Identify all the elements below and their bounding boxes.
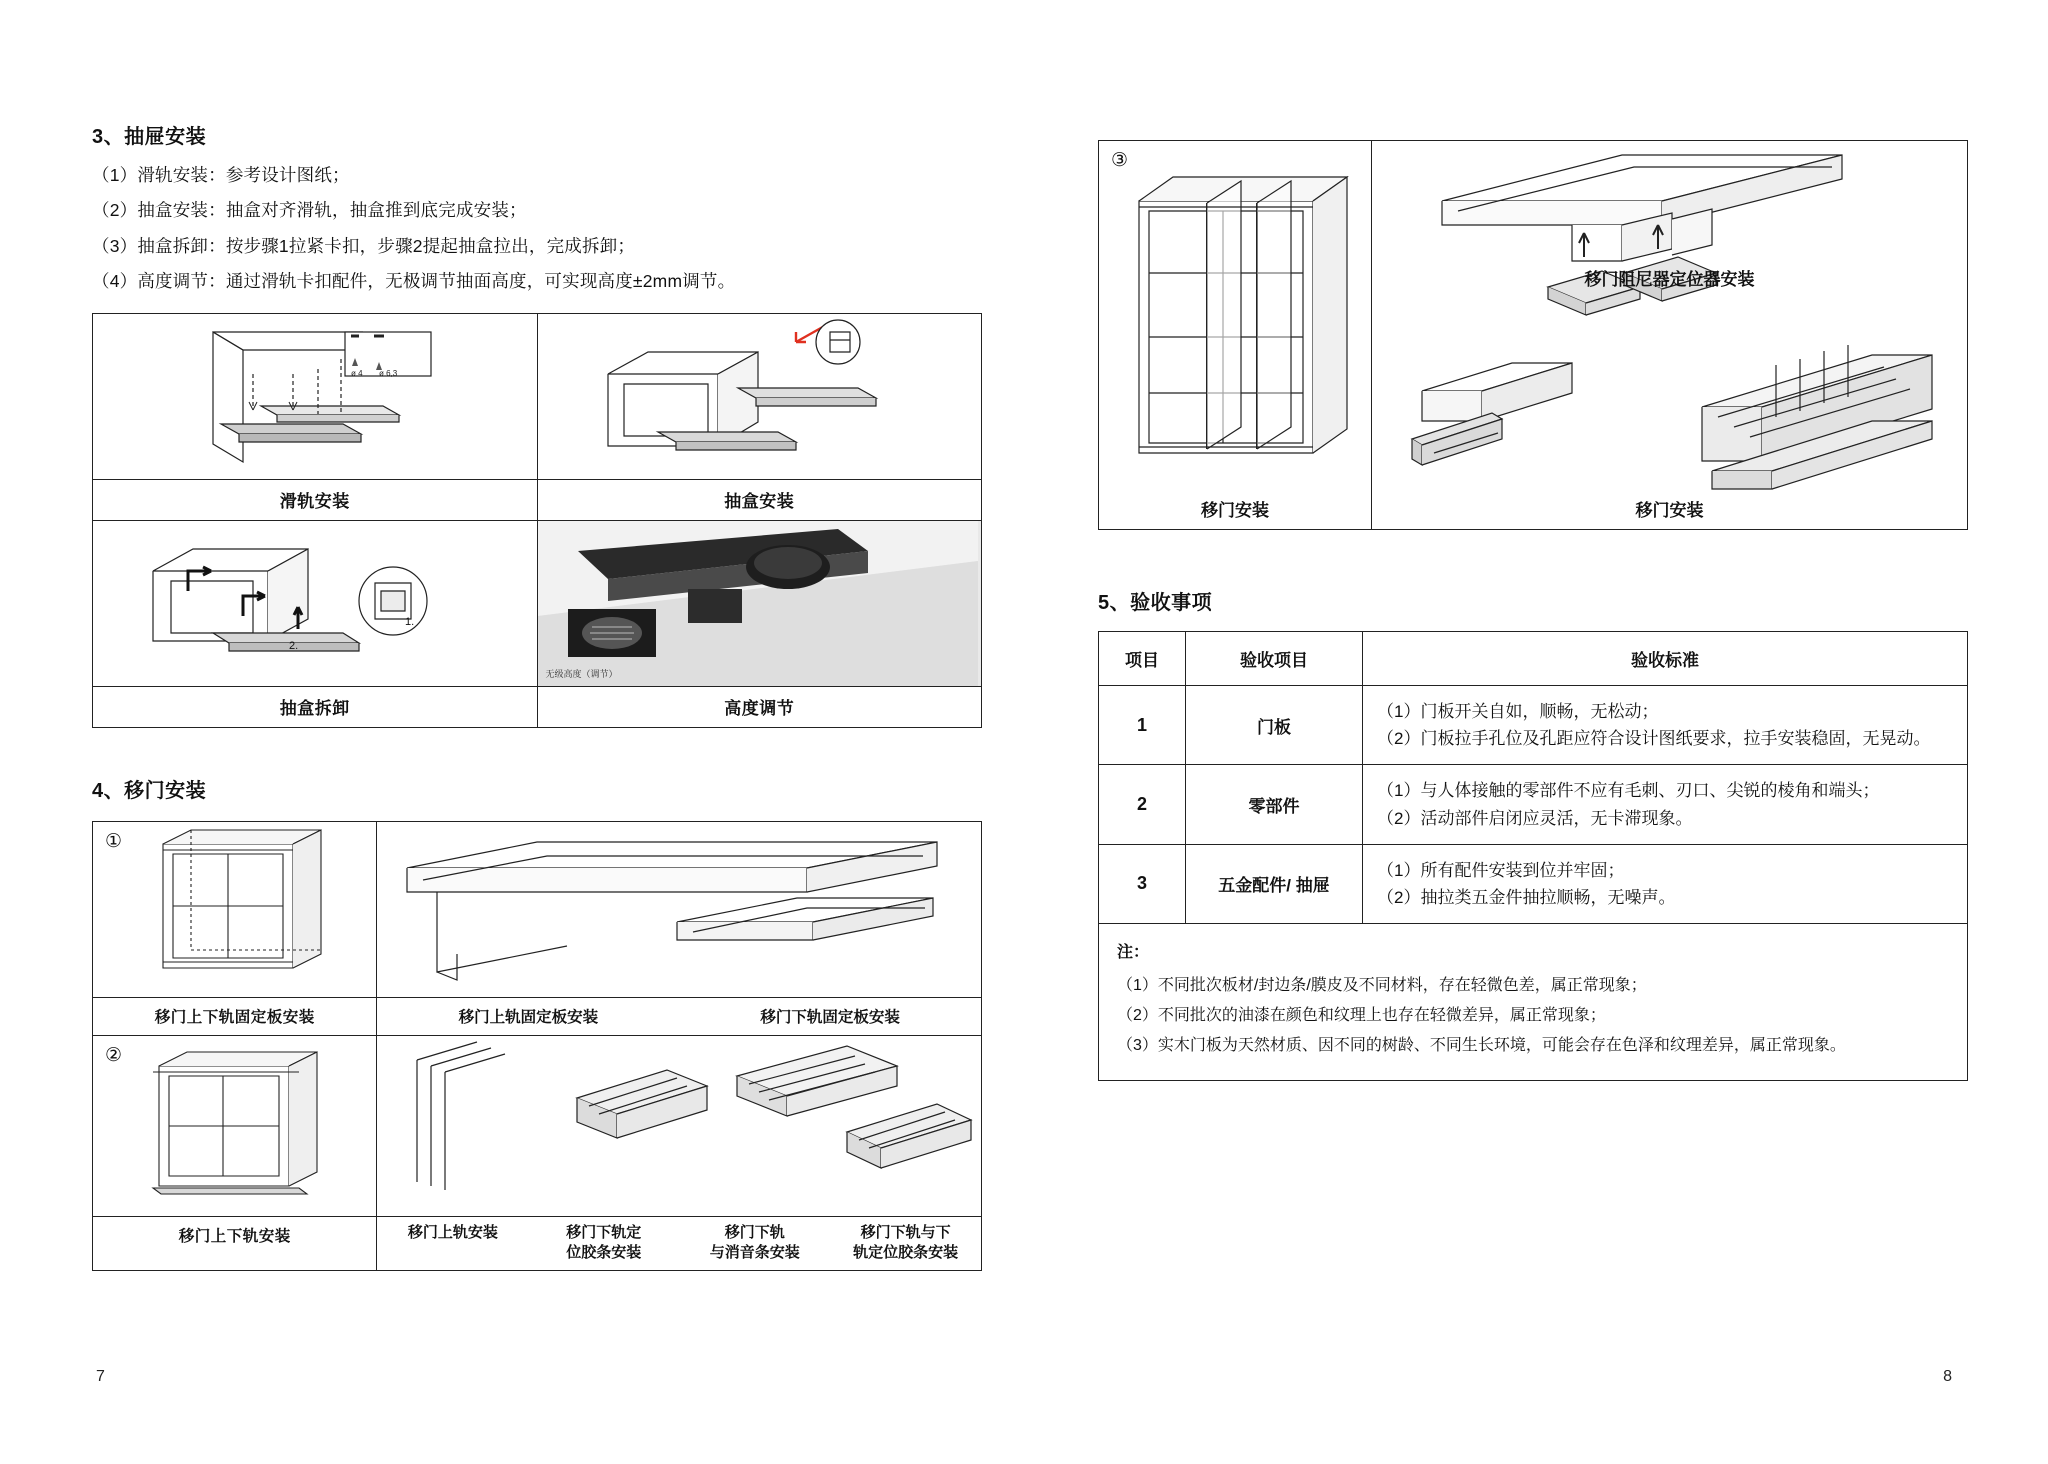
figure-caption-door-6b: 位胶条安装 — [566, 1243, 642, 1261]
figure-cell-door-row1-right — [377, 821, 982, 1035]
figure-caption-door-2: 移门上轨固定板安装 — [458, 1008, 599, 1026]
svg-text:2.: 2. — [289, 639, 299, 652]
table-row — [1099, 844, 1968, 923]
figure-caption-height-adjust: 高度调节 — [538, 686, 982, 727]
column-header-item: 验收项目 — [1186, 632, 1363, 686]
figure-caption-door-8a: 移门下轨与下 — [860, 1223, 951, 1241]
row-1-item: 门板 — [1186, 686, 1363, 765]
right-column — [1098, 140, 1968, 1081]
figure-height-adjust-image — [538, 521, 982, 686]
left-column — [92, 120, 982, 1271]
figure-caption-drawer-box: 抽盒安装 — [538, 479, 982, 520]
figure-caption-door-4: 移门上下轨安装 — [93, 1216, 376, 1254]
table-row — [93, 821, 982, 1035]
figure-cell-slide-rail — [93, 313, 538, 520]
sliding-door-figure-table — [92, 821, 982, 1272]
figure-marker-2: ② — [105, 1044, 123, 1066]
figure-door-row1-right-image — [377, 822, 981, 997]
figure-caption-door-7b: 与消音条安装 — [709, 1243, 800, 1261]
row-3-no: 3 — [1099, 844, 1186, 923]
figure-note-height-adjust: 无级高度（调节） — [545, 668, 618, 679]
row-1-criteria-line-1: （1）门板开关自如，顺畅，无松动； — [1377, 702, 1659, 721]
table-row — [1099, 686, 1968, 765]
figure-caption-door-6a: 移门下轨定 — [566, 1223, 642, 1241]
figure-caption-door-7a: 移门下轨 — [724, 1223, 785, 1241]
section-3-title: 3、抽屉安装 — [92, 126, 207, 148]
figure-cell-drawer-remove — [93, 520, 538, 727]
figure-caption-door-install-left: 移门安装 — [1201, 501, 1269, 520]
column-header-criteria: 验收标准 — [1363, 632, 1968, 686]
row-2-item: 零部件 — [1186, 765, 1363, 844]
notes-item-3: （3）实木门板为天然材质、因不同的树龄、不同生长环境，可能会存在色泽和纹理差异，属正常现象。 — [1117, 1037, 1846, 1055]
figure-drawer-remove-image — [93, 521, 537, 686]
table-row — [93, 1035, 982, 1271]
section-3-line-2: （2）抽盒安装：抽盒对齐滑轨，抽盒推到底完成安装； — [92, 200, 527, 221]
svg-text:ø 4: ø 4 — [351, 368, 363, 378]
figure-drawer-box-image — [538, 314, 982, 479]
figure-door-row2-left-image — [93, 1036, 376, 1216]
figure-caption-door-8b: 轨定位胶条安装 — [853, 1243, 959, 1261]
figure-slide-rail-image — [93, 314, 537, 479]
row-3-criteria-line-1: （1）所有配件安装到位并牢固； — [1377, 860, 1625, 880]
row-1-criteria-line-2: （2）门板拉手孔位及孔距应符合设计图纸要求，拉手安装稳固，无晃动。 — [1377, 729, 1931, 749]
notes-title: 注： — [1117, 944, 1150, 962]
sliding-door-detail-figure — [1098, 140, 1968, 530]
svg-text:ø 6,3: ø 6,3 — [379, 368, 398, 378]
figure-door-row1-left-image — [93, 822, 376, 997]
figure-cell-height-adjust — [537, 520, 982, 727]
figure-cell-door-row2-right — [377, 1035, 982, 1271]
table-header-row — [1099, 632, 1968, 686]
row-1-criteria — [1363, 686, 1968, 765]
row-2-no: 2 — [1099, 765, 1186, 844]
figure-caption-door-3: 移门下轨固定板安装 — [760, 1008, 900, 1026]
section-5-title: 5、验收事项 — [1098, 592, 1213, 614]
page-number-left: 7 — [96, 1368, 105, 1385]
figure-caption-door-5: 移门上轨安装 — [407, 1223, 498, 1241]
row-1-no: 1 — [1099, 686, 1186, 765]
row-3-criteria — [1363, 844, 1968, 923]
figure-marker-3: ③ — [1111, 150, 1129, 171]
row-2-criteria-line-2: （2）活动部件启闭应灵活，无卡滞现象。 — [1377, 808, 1693, 828]
table-row — [1099, 765, 1968, 844]
figure-cell-door-row1-left — [93, 821, 377, 1035]
section-3-line-3: （3）抽盒拆卸：按步骤1拉紧卡扣，步骤2提起抽盒拉出，完成拆卸； — [92, 235, 636, 256]
figure-caption-door-install-right: 移门安装 — [1635, 501, 1704, 520]
notes-item-1: （1）不同批次板材/封边条/膜皮及不同材料，存在轻微色差，属正常现象； — [1117, 976, 1647, 994]
door-figure-left — [1099, 141, 1372, 529]
figure-caption-damper: 移门阻尼器定位器安装 — [1584, 270, 1755, 289]
figure-marker-1: ① — [105, 830, 123, 852]
figure-cell-drawer-box — [537, 313, 982, 520]
figure-caption-door-1: 移门上下轨固定板安装 — [93, 997, 376, 1035]
row-2-criteria — [1363, 765, 1968, 844]
section-3-line-4: （4）高度调节：通过滑轨卡扣配件，无极调节抽面高度，可实现高度±2mm调节。 — [92, 271, 736, 292]
acceptance-table — [1098, 631, 1968, 924]
figure-door-row2-right-image — [377, 1036, 981, 1216]
door-figure-right — [1372, 141, 1967, 529]
drawer-figure-table — [92, 313, 982, 728]
table-row — [93, 520, 982, 727]
figure-caption-drawer-remove: 抽盒拆卸 — [93, 686, 537, 727]
row-3-item: 五金配件/ 抽屉 — [1186, 844, 1363, 923]
table-row — [93, 313, 982, 520]
section-4-title: 4、移门安装 — [92, 779, 207, 802]
page-number-right: 8 — [1943, 1368, 1952, 1385]
figure-cell-door-row2-left — [93, 1035, 377, 1271]
notes-item-2: （2）不同批次的油漆在颜色和纹理上也存在轻微差异，属正常现象； — [1117, 1006, 1606, 1024]
figure-caption-slide-rail: 滑轨安装 — [93, 479, 537, 520]
svg-text:1.: 1. — [405, 615, 415, 628]
column-header-no: 项目 — [1099, 632, 1186, 686]
section-3-line-1: （1）滑轨安装：参考设计图纸； — [92, 165, 350, 185]
acceptance-notes — [1098, 924, 1968, 1081]
row-2-criteria-line-1: （1）与人体接触的零部件不应有毛刺、刃口、尖锐的棱角和端头； — [1377, 781, 1880, 801]
row-3-criteria-line-2: （2）抽拉类五金件抽拉顺畅，无噪声。 — [1377, 887, 1676, 907]
